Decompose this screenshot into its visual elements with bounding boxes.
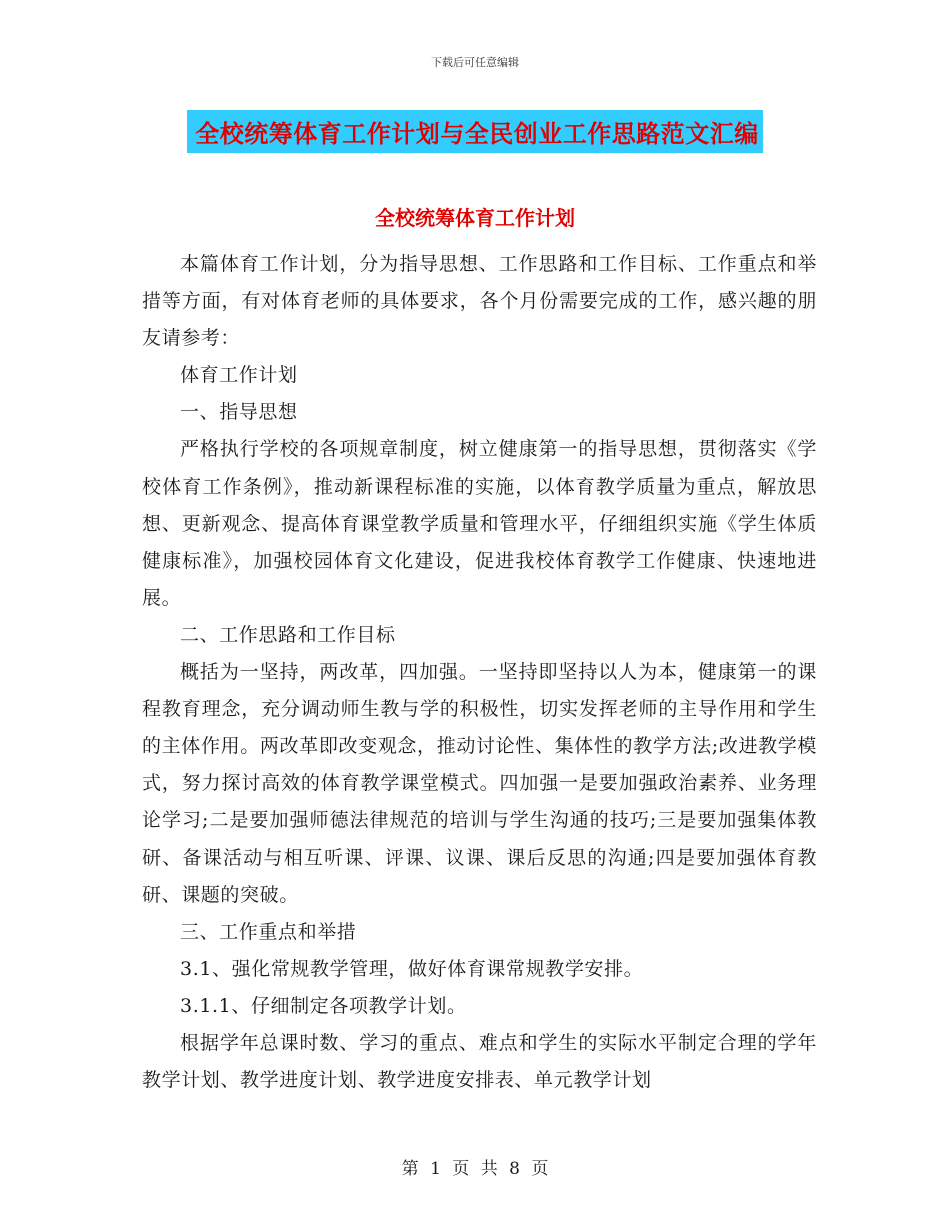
paragraph-work-ideas: 概括为一坚持，两改革，四加强。一坚持即坚持以人为本，健康第一的课程教育理念，充分调动师生教与学的积极性，切实发挥老师的主导作用和学生的主体作用。两改革即改变观念，推动讨论性、集体性的教学方法;改进教学模式，努力探讨高效的体育教学课堂模式。四加强一是要加强政治素养、业务理论学习;二是要加强师德法律规范的培训与学生沟通的技巧;三是要加强集体教研、备课活动与相互听课、评课、议课、课后反思的沟通;四是要加强体育教研、课题的突破。: [142, 661, 817, 906]
section-title: 全校统筹体育工作计划: [375, 206, 575, 230]
page-footer: 第 1 页 共 8 页: [401, 1159, 549, 1179]
header-note: 下载后可任意编辑: [431, 56, 519, 69]
doc-title-container: [0, 110, 950, 153]
plan-heading: 体育工作计划: [180, 364, 298, 387]
paragraph-teaching-plan: 根据学年总课时数、学习的重点、难点和学生的实际水平制定合理的学年教学计划、教学进度计划、教学进度安排表、单元教学计划: [142, 1031, 817, 1092]
heading-work-ideas: 二、工作思路和工作目标: [180, 623, 396, 646]
item-3-1: 3.1、强化常规教学管理，做好体育课常规教学安排。: [180, 957, 644, 980]
doc-title: 全校统筹体育工作计划与全民创业工作思路范文汇编: [187, 110, 763, 153]
item-3-1-1: 3.1.1、仔细制定各项教学计划。: [180, 994, 467, 1017]
paragraph-guiding-thought: 严格执行学校的各项规章制度，树立健康第一的指导思想，贯彻落实《学校体育工作条例》，推动新课程标准的实施，以体育教学质量为重点，解放思想、更新观念、提高体育课堂教学质量和管理水平，仔细组织实施《学生体质健康标准》，加强校园体育文化建设，促进我校体育教学工作健康、快速地进展。: [142, 438, 817, 609]
heading-key-measures: 三、工作重点和举措: [180, 920, 357, 943]
heading-guiding-thought: 一、指导思想: [180, 401, 298, 424]
intro-paragraph: 本篇体育工作计划，分为指导思想、工作思路和工作目标、工作重点和举措等方面，有对体育老师的具体要求，各个月份需要完成的工作，感兴趣的朋友请参考：: [142, 253, 817, 350]
document-body: [142, 246, 817, 1099]
